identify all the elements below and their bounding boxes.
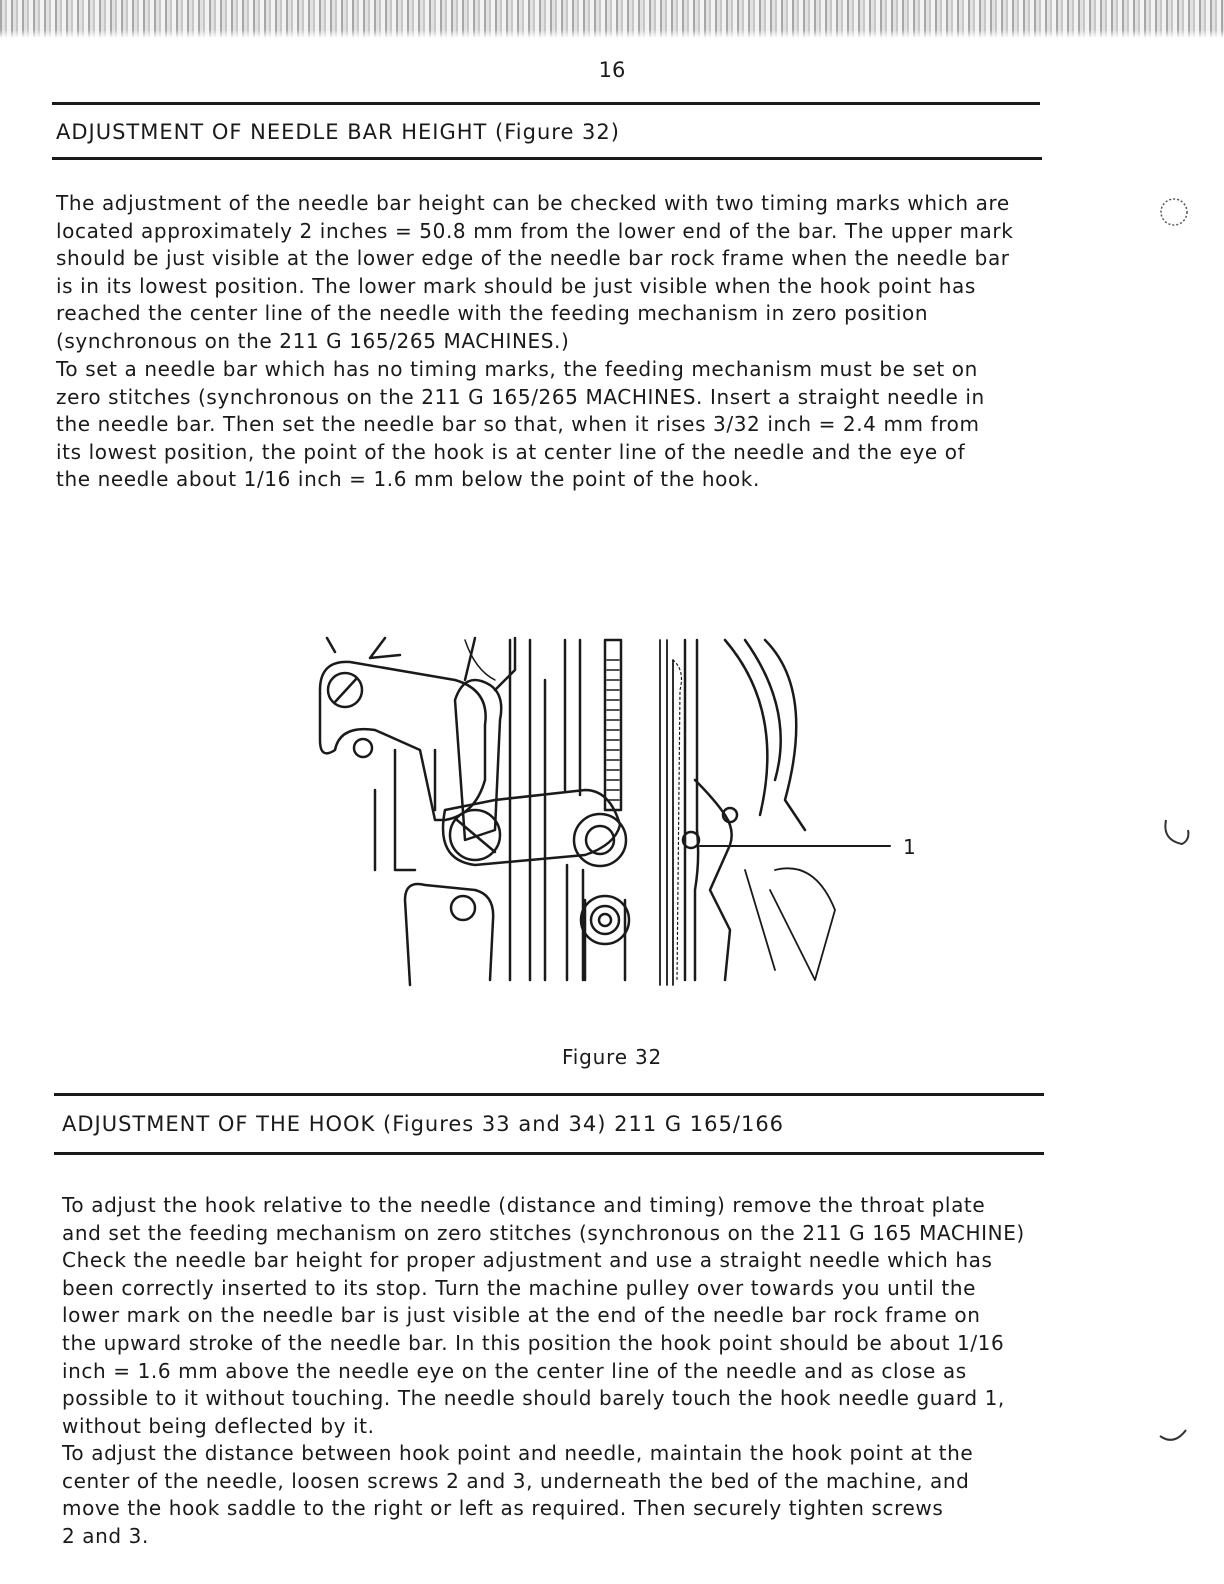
bracket-pin <box>451 896 475 920</box>
section2-paragraph2: To adjust the distance between hook point and needle, maintain the hook point at the center of the needle, loosen screws 2 and 3, underneath the bed of the machine, and move the hook saddle to the right or left as required. Then securely tighten screws 2 and 3. <box>62 1441 974 1548</box>
section1-heading: ADJUSTMENT OF NEEDLE BAR HEIGHT (Figure 32) <box>56 120 620 144</box>
section1-paragraph1: The adjustment of the needle bar height can be checked with two timing marks which are located approximately 2 inches = 50.8 mm from the lower end of the bar. The upper mark should be just visible at the lower edge of the needle bar rock frame when the needle bar is in its lowest position. The lower mark should be just visible when the hook point has reached the center line of the needle with the feeding mechanism in zero position (synchronous on the 211 G 165/265 MACHINES.) <box>56 191 1014 353</box>
section1-paragraph2: To set a needle bar which has no timing marks, the feeding mechanism must be set on zero stitches (synchronous on the 211 G 165/265 MACHINES. Insert a straight needle in the needle bar. Then set the needle bar so that, when it rises 3/32 inch = 2.4 mm from its lowest position, the point of the hook is at center line of the needle and the eye of the needle about 1/16 inch = 1.6 mm below the point of the hook. <box>56 357 985 492</box>
link-screw-slot <box>457 820 495 852</box>
rack-bar <box>605 640 621 810</box>
needle-bar-hub-outer <box>574 814 626 866</box>
page-number: 16 <box>598 58 626 82</box>
section1-top-rule <box>52 102 1040 105</box>
needle <box>685 640 698 980</box>
figure-32-illustration <box>315 630 925 995</box>
binder-hole-mark-top <box>1152 192 1196 232</box>
section2-top-rule <box>54 1093 1044 1096</box>
lever-screw-slot <box>335 678 357 702</box>
bottom-bracket <box>405 884 493 985</box>
hook-curve-inner <box>765 640 805 830</box>
binder-hole-mark-middle <box>1158 810 1194 850</box>
lower-hub-inner <box>599 914 611 926</box>
lower-hub-outer <box>581 896 629 944</box>
upright-lever <box>455 680 501 840</box>
figure-caption: Figure 32 <box>561 1045 663 1069</box>
scan-border-artifact <box>0 0 1224 38</box>
callout-label: 1 <box>903 835 916 859</box>
binder-hole-mark-bottom <box>1156 1420 1192 1450</box>
needle-plate <box>660 640 673 985</box>
section2-paragraph1: To adjust the hook relative to the needle (distance and timing) remove the throat plate and set the feeding mechanism on zero stitches (synchronous on the 211 G 165 MACHINE) Check the needle bar height for proper adjustment and use a straight needle which has been correctly inserted to its stop. Turn the machine pulley over towards you until the lower mark on the needle bar is just visible at the end of the needle bar rock frame on the upward stroke of the needle bar. In this position the hook point should be about 1/16 inch = 1.6 mm above the needle eye on the center line of the needle and as close as possible to it without touching. The needle should barely touch the hook needle guard 1, without being deflected by it. <box>62 1193 1025 1438</box>
section2-heading: ADJUSTMENT OF THE HOOK (Figures 33 and 34) 211 G 165/166 <box>62 1112 785 1136</box>
small-pin <box>354 739 372 757</box>
section1-bottom-rule <box>52 157 1042 160</box>
lower-hub-mid <box>591 906 619 934</box>
section2-bottom-rule <box>54 1152 1044 1155</box>
